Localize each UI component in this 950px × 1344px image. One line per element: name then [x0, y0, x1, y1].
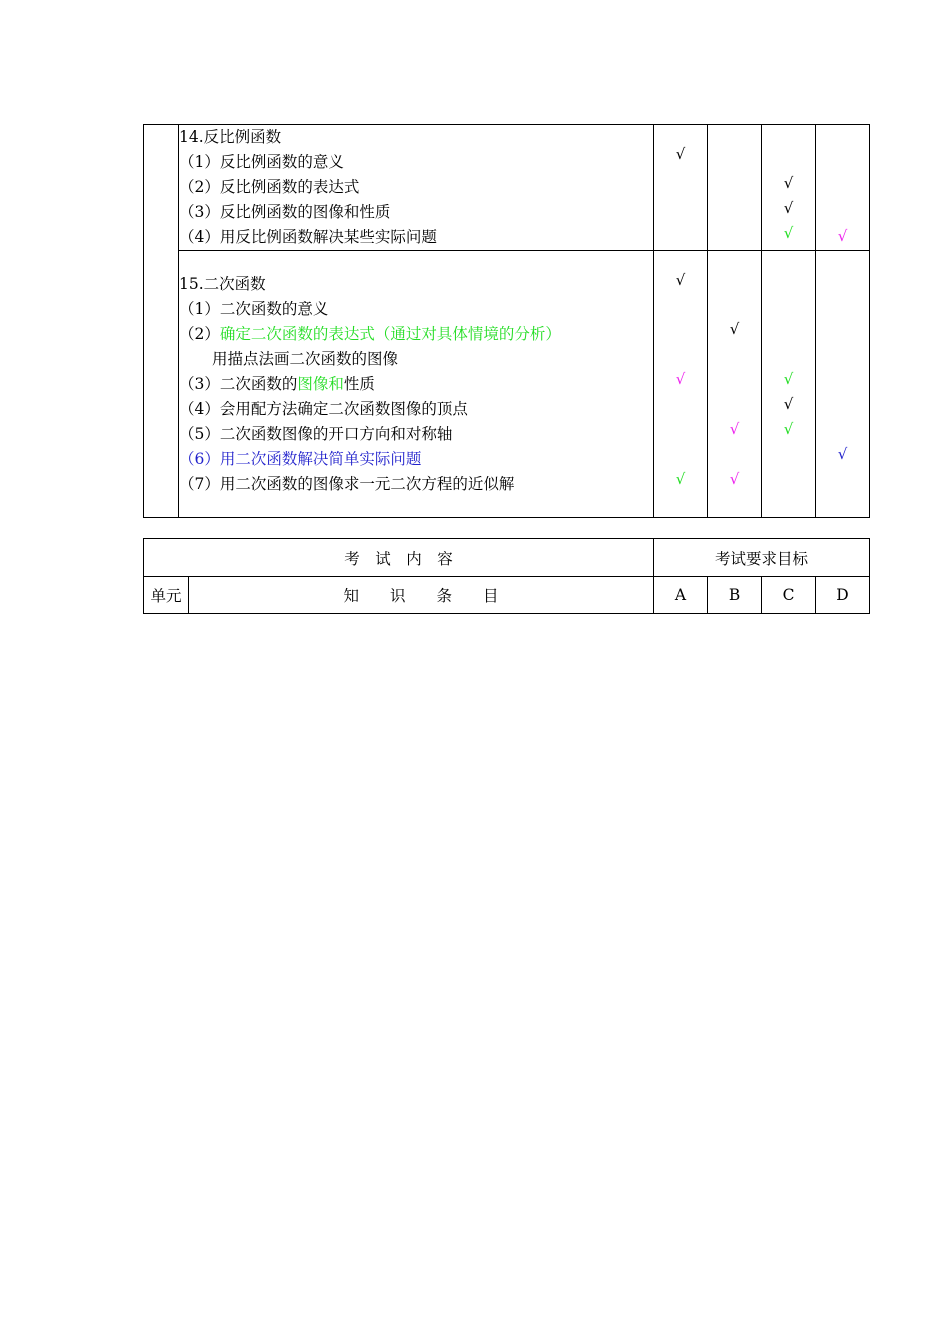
list-item: （3）反比例函数的图像和性质 [179, 203, 391, 221]
check-mark: √ [783, 224, 794, 242]
unit-header: 单元 [144, 577, 189, 614]
check-mark: √ [837, 445, 848, 463]
list-item [179, 372, 653, 397]
unit-cell [144, 125, 179, 518]
check-mark: √ [729, 470, 740, 488]
col-b-header: B [708, 577, 762, 614]
col-d-cell [816, 251, 870, 518]
check-mark: √ [783, 199, 794, 217]
col-a-cell [654, 251, 708, 518]
check-mark: √ [783, 174, 794, 192]
check-mark: √ [675, 470, 686, 488]
check-mark: √ [783, 420, 794, 438]
highlight-text: 图像和 [297, 375, 344, 393]
col-c-header: C [762, 577, 816, 614]
list-item: （2）反比例函数的表达式 [179, 178, 360, 196]
table-row [144, 577, 870, 614]
check-mark: √ [729, 320, 740, 338]
item-prefix: （3）二次函数的 [179, 375, 298, 393]
col-d-header: D [816, 577, 870, 614]
item-suffix: 性质 [343, 375, 375, 393]
list-item: （4）会用配方法确定二次函数图像的顶点 [179, 400, 468, 418]
col-c-cell [762, 251, 816, 518]
check-mark: √ [675, 370, 686, 388]
list-item: （7）用二次函数的图像求一元二次方程的近似解 [179, 475, 515, 493]
knowledge-header: 知 识 条 目 [189, 577, 654, 614]
section-title: 15.二次函数 [179, 275, 266, 293]
header-table [143, 538, 870, 614]
col-a-cell [654, 125, 708, 251]
item-prefix: （2） [179, 325, 220, 343]
col-b-cell [708, 251, 762, 518]
check-mark: √ [729, 420, 740, 438]
exam-content-header: 考 试 内 容 [144, 539, 654, 577]
list-item: （4）用反比例函数解决某些实际问题 [179, 228, 437, 246]
table-row [144, 125, 870, 251]
list-item: 用描点法画二次函数的图像 [212, 350, 399, 368]
check-mark: √ [675, 271, 686, 289]
exam-target-header: 考试要求目标 [654, 539, 870, 577]
col-d-cell [816, 125, 870, 251]
table-row [144, 251, 870, 518]
list-item: （6）用二次函数解决简单实际问题 [179, 450, 422, 468]
col-c-cell [762, 125, 816, 251]
check-mark: √ [675, 145, 686, 163]
section-14-cell [179, 125, 654, 251]
check-mark: √ [783, 395, 794, 413]
col-b-cell [708, 125, 762, 251]
check-mark: √ [783, 370, 794, 388]
syllabus-table [143, 124, 870, 518]
table-row [144, 539, 870, 577]
list-item: （5）二次函数图像的开口方向和对称轴 [179, 425, 453, 443]
list-item: （1）反比例函数的意义 [179, 153, 344, 171]
list-item: （1）二次函数的意义 [179, 300, 329, 318]
section-15-cell [179, 251, 654, 518]
highlight-text: 确定二次函数的表达式（通过对具体情境的分析） [219, 325, 561, 343]
col-a-header: A [654, 577, 708, 614]
list-item [179, 322, 653, 347]
section-title: 14.反比例函数 [179, 128, 282, 146]
check-mark: √ [837, 227, 848, 245]
